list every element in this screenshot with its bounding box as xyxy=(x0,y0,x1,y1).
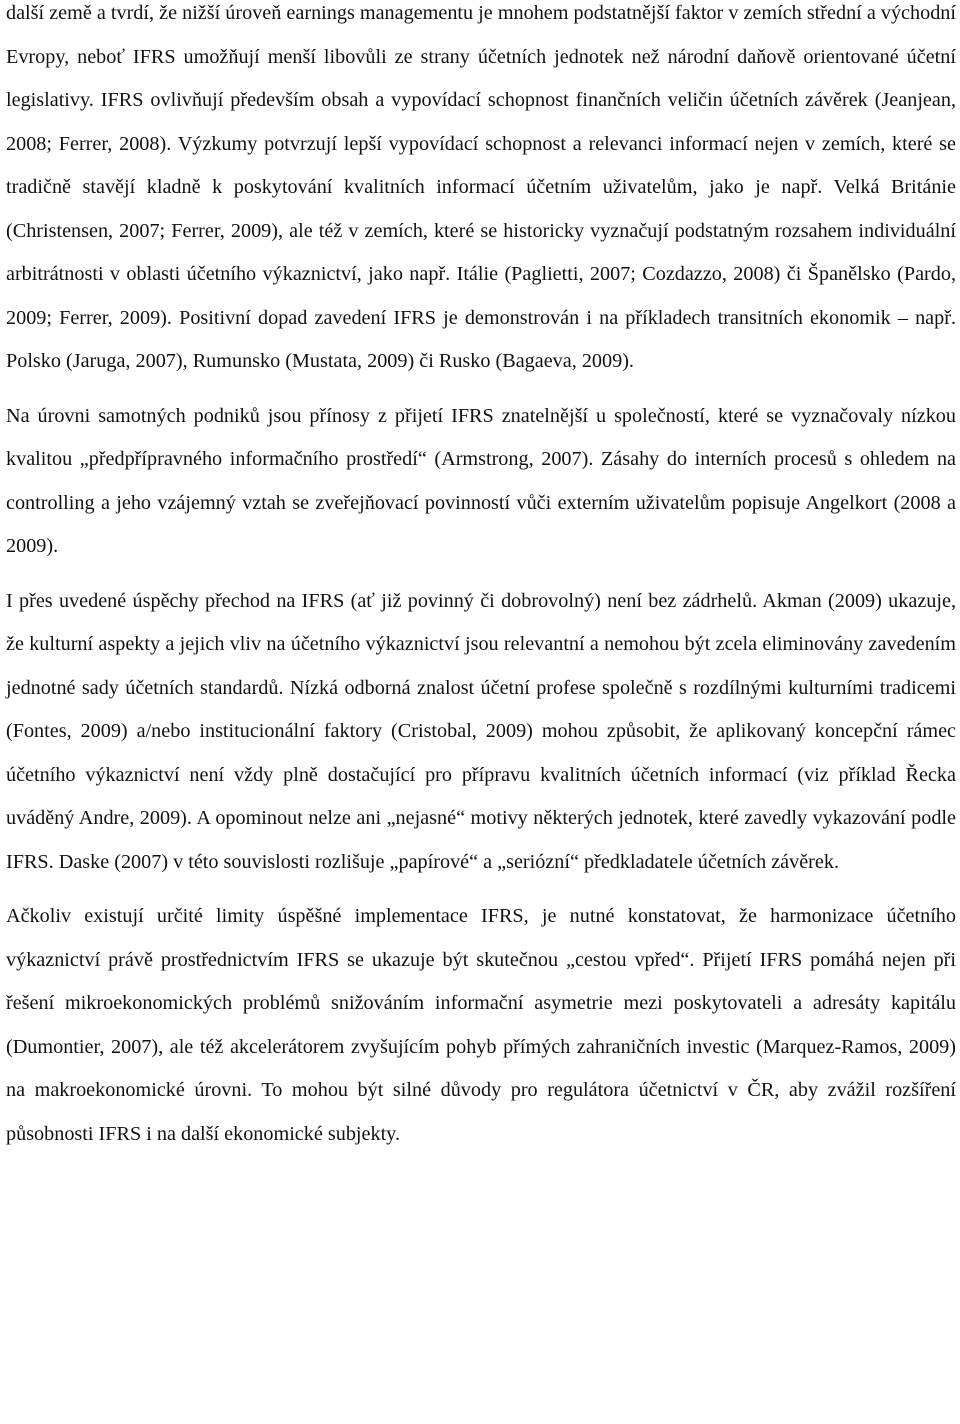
paragraph-1: další země a tvrdí, že nižší úroveň earnings managementu je mnohem podstatnější faktor v zemích střední a východní Evropy, neboť IFRS umožňují menší libovůli ze strany účetních jednotek než národní daňově orientované účetní legislativy. IFRS ovlivňují především obsah a vypovídací schopnost finančních veličin účetních závěrek (Jeanjean, 2008; Ferrer, 2008). Výzkumy potvrzují lepší vypovídací schopnost a relevanci informací nejen v zemích, které se tradičně stavějí kladně k poskytování kvalitních informací účetním uživatelům, jako je např. Velká Británie (Christensen, 2007; Ferrer, 2009), ale též v zemích, které se historicky vyznačují podstatným rozsahem individuální arbitrátnosti v oblasti účetního výkaznictví, jako např. Itálie (Paglietti, 2007; Cozdazzo, 2008) či Španělsko (Pardo, 2009; Ferrer, 2009). Positivní dopad zavedení IFRS je demonstrován i na příkladech transitních ekonomik – např. Polsko (Jaruga, 2007), Rumunsko (Mustata, 2009) či Rusko (Bagaeva, 2009). xyxy=(6,2,956,372)
paragraph-3: I přes uvedené úspěchy přechod na IFRS (ať již povinný či dobrovolný) není bez zádrhelů. Akman (2009) ukazuje, že kulturní aspekty a jejich vliv na účetního výkaznictví jsou relevantní a nemohou být zcela eliminovány zavedením jednotné sady účetních standardů. Nízká odborná znalost účetní profese společně s rozdílnými kulturními tradicemi (Fontes, 2009) a/nebo institucionální faktory (Cristobal, 2009) mohou způsobit, že aplikovaný koncepční rámec účetního výkaznictví není vždy plně dostačující pro přípravu kvalitních účetních informací (viz příklad Řecka uváděný Andre, 2009). A opominout nelze ani „nejasné“ motivy některých jednotek, které zavedly vykazování podle IFRS. Daske (2007) v této souvislosti rozlišuje „papírové“ a „seriózní“ předkladatele účetních závěrek. xyxy=(6,589,956,873)
document-page xyxy=(6,0,956,1156)
paragraph-2: Na úrovni samotných podniků jsou přínosy z přijetí IFRS znatelnější u společností, které se vyznačovaly nízkou kvalitou „předpřípravného informačního prostředí“ (Armstrong, 2007). Zásahy do interních procesů s ohledem na controlling a jeho vzájemný vztah se zveřejňovací povinností vůči externím uživatelům popisuje Angelkort (2008 a 2009). xyxy=(6,404,956,557)
paragraph-4: Ačkoliv existují určité limity úspěšné implementace IFRS, je nutné konstatovat, že harmonizace účetního výkaznictví právě prostřednictvím IFRS se ukazuje být skutečnou „cestou vpřed“. Přijetí IFRS pomáhá nejen při řešení mikroekonomických problémů snižováním informační asymetrie mezi poskytovateli a adresáty kapitálu (Dumontier, 2007), ale též akcelerátorem zvyšujícím pohyb přímých zahraničních investic (Marquez-Ramos, 2009) na makroekonomické úrovni. To mohou být silné důvody pro regulátora účetnictví v ČR, aby zvážil rozšíření působnosti IFRS i na další ekonomické subjekty. xyxy=(6,905,956,1145)
